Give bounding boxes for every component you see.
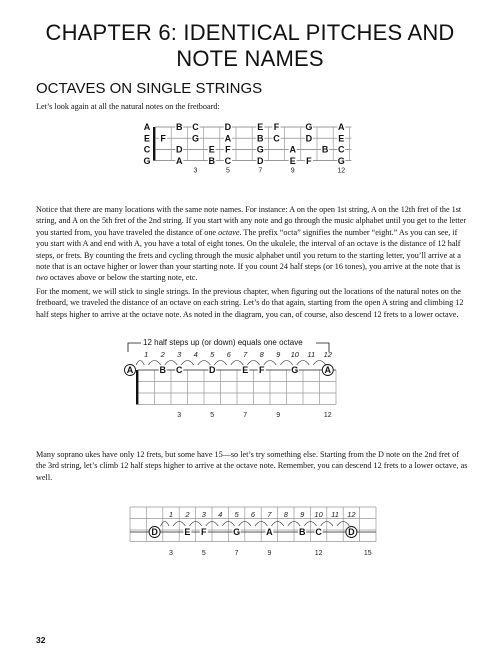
fret-note: C — [224, 155, 232, 166]
step-number: 1 — [144, 350, 149, 359]
step-number: 10 — [290, 350, 299, 359]
step-number: 9 — [300, 510, 305, 519]
fret-note: E — [338, 133, 345, 144]
fret-note: D — [176, 144, 183, 155]
para2-em-octave: octave — [218, 227, 240, 237]
fret-note: A — [224, 133, 232, 144]
fret-note: C — [192, 122, 199, 133]
para2-text-a: Notice that there are many locations with the same note names. For instance: A on the open 1st string, A on the 12th fret of the 1st string, and A on the 5th fret of the 2nd string. If you start with any note and go through the music alphabet until you get to the letter you started from, you have traveled the distance of one — [36, 205, 467, 237]
fret-note: D — [224, 122, 232, 133]
fret-number: 12 — [314, 550, 323, 557]
fret-note: B — [208, 155, 215, 166]
fret-number: 5 — [210, 412, 215, 419]
fret-note: A — [176, 155, 183, 166]
octave-note-label: D — [151, 527, 158, 538]
step-number: 8 — [259, 350, 264, 359]
open-string-label: G — [143, 155, 151, 166]
fret-number: 12 — [323, 412, 332, 419]
soprano-paragraph: Many soprano ukes have only 12 frets, but some have 15—so let’s try something else. Starting from the D note on the 2nd fret of the 3rd string, let’s climb 12 half steps higher to arrive at the octave note. Remember, you can descend 12 frets to a lower octave, as well. — [36, 450, 468, 482]
single-strings-paragraph: For the moment, we will stick to single strings. In the previous chapter, when figuring out the locations of the natural notes on the fretboard, we traveled the distance of an octave on each string. Let’s do that again, starting from the open A string and climbing 12 half steps higher to arrive at the octave note. As noted in the diagram, you can, of course, also descend 12 frets to a lower octave. — [36, 287, 464, 319]
fret-number: 5 — [225, 167, 230, 175]
para2-text-b: . The prefix “octa” signifies the number “eight.” As you can see, if you start with A and end with A, you have a total of eight tones. On the ukulele, the interval of an octave is the distance of 12 half steps, or frets. By counting the frets and cycling through the music alphabet until you return to the starting letter, you’ll arrive at a note that is an octave higher or lower than your starting note. If you count 24 half steps (or 16 tones), you arrive at the note that is — [36, 227, 461, 272]
fret-number: 7 — [234, 550, 239, 557]
fret-note: G — [233, 527, 241, 538]
fret-note: E — [257, 122, 264, 133]
fret-number: 3 — [169, 550, 173, 557]
fret-note: B — [176, 122, 183, 133]
fret-note: F — [259, 365, 265, 376]
fret-note: E — [184, 527, 191, 538]
fret-note: B — [159, 365, 166, 376]
step-number: 12 — [323, 350, 332, 359]
fret-note: C — [273, 133, 280, 144]
fret-note: A — [338, 122, 345, 133]
intro-paragraph: Let’s look again at all the natural notes on the fretboard: — [36, 102, 220, 111]
fret-number: 12 — [337, 167, 346, 175]
step-number: 6 — [250, 510, 256, 519]
fret-note: F — [160, 133, 166, 144]
step-number: 1 — [168, 510, 174, 519]
step-number: 3 — [201, 510, 206, 519]
octave-note-label: A — [126, 365, 134, 376]
open-string-label: C — [143, 144, 151, 155]
octave-diagram-d-grid — [130, 507, 376, 557]
fret-note: C — [338, 144, 345, 155]
section-heading: OCTAVES ON SINGLE STRINGS — [36, 80, 263, 97]
fret-note: E — [242, 365, 249, 376]
para2-em-two: two — [36, 273, 48, 283]
fret-note: D — [305, 133, 313, 144]
fret-note: C — [315, 527, 322, 538]
fret-note: G — [256, 144, 264, 155]
fret-note: G — [337, 155, 345, 166]
fret-note: D — [209, 365, 216, 376]
fret-note: F — [225, 144, 231, 155]
page-number: 32 — [36, 635, 46, 645]
fret-note: E — [208, 144, 215, 155]
half-step-arc — [161, 522, 169, 527]
fret-note: E — [289, 155, 296, 166]
octave-caption: 12 half steps up (or down) equals one octave — [143, 338, 303, 347]
octave-note-label: D — [348, 527, 355, 538]
step-number: 10 — [314, 510, 323, 519]
step-number: 7 — [267, 510, 272, 519]
step-number: 8 — [283, 510, 288, 519]
fret-number: 3 — [193, 167, 198, 175]
fret-number: 7 — [243, 412, 248, 419]
fret-number: 9 — [267, 550, 272, 557]
fret-note: F — [201, 527, 207, 538]
step-number: 5 — [234, 510, 239, 519]
fret-note: B — [257, 133, 264, 144]
step-number: 4 — [193, 350, 198, 359]
fret-note: G — [191, 133, 200, 144]
fret-note: F — [306, 155, 312, 166]
step-number: 11 — [331, 510, 339, 519]
open-string-label: E — [143, 133, 151, 144]
open-string-label: A — [143, 122, 151, 133]
step-number: 7 — [243, 350, 248, 359]
fret-note: G — [291, 365, 299, 376]
step-number: 12 — [347, 510, 356, 519]
fret-note: B — [321, 144, 329, 155]
title-line-1: CHAPTER 6: IDENTICAL PITCHES AND — [45, 20, 455, 45]
step-number: 2 — [160, 350, 165, 359]
fret-note: A — [266, 527, 273, 538]
fret-note: D — [257, 155, 264, 166]
para2-text-c: octaves above or below the starting note, etc. — [47, 273, 198, 283]
fret-number: 3 — [177, 412, 182, 419]
title-line-2: NOTE NAMES — [176, 46, 324, 71]
fret-number: 7 — [258, 167, 263, 175]
step-number: 11 — [307, 350, 316, 359]
fret-note: F — [273, 122, 280, 133]
step-number: 4 — [218, 510, 223, 519]
fret-note: A — [289, 144, 296, 155]
fret-number: 5 — [201, 550, 206, 557]
fret-number: 15 — [363, 550, 372, 557]
step-number: 6 — [226, 350, 231, 359]
step-number: 3 — [177, 350, 182, 359]
fret-number: 9 — [290, 167, 295, 175]
step-number: 2 — [185, 510, 190, 519]
fret-note: B — [298, 527, 306, 538]
fret-number: 9 — [276, 412, 281, 419]
fret-note: G — [305, 122, 313, 133]
step-number: 9 — [276, 350, 281, 359]
step-number: 5 — [210, 350, 215, 359]
fret-note: C — [176, 365, 183, 376]
octave-note-label: A — [324, 365, 331, 376]
